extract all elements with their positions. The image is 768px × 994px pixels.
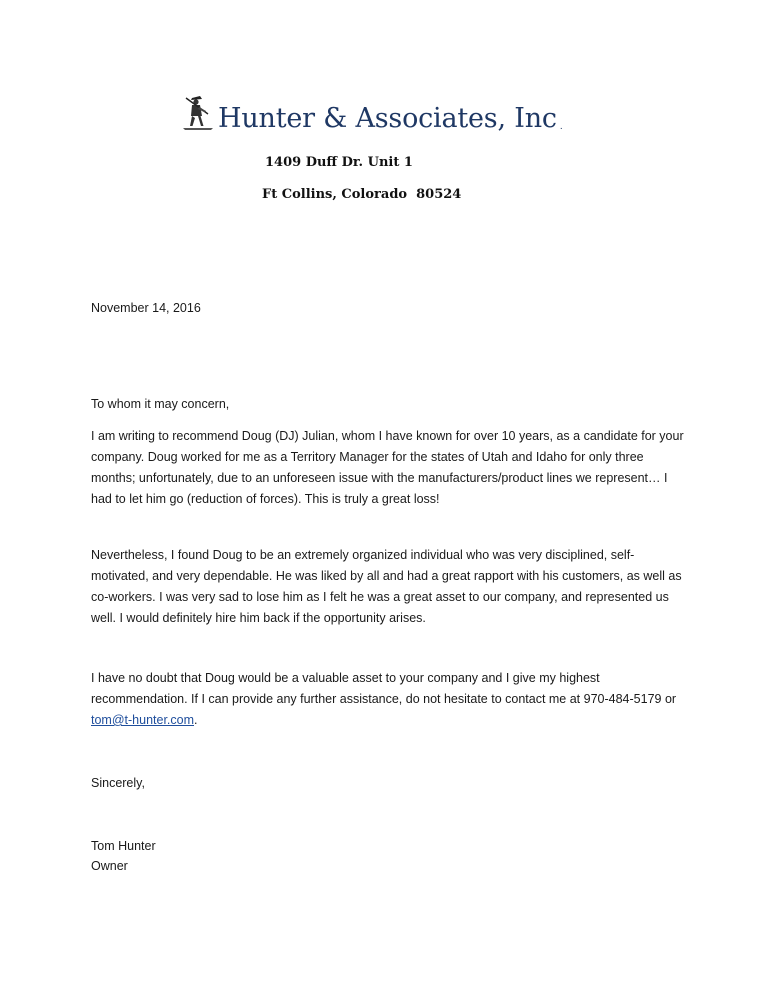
letterhead: [180, 92, 563, 132]
signer-title: Owner: [91, 859, 128, 873]
salutation: To whom it may concern,: [91, 397, 230, 411]
closing: Sincerely,: [91, 776, 145, 790]
paragraph-1: I am writing to recommend Doug (DJ) Julian, whom I have known for over 10 years, as a candidate for your company. Doug worked for me as a Territory Manager for the states of Utah and Idaho for only three months; unfortunately, due to an unforeseen issue with the manufacturers/product lines we represent… I had to let him go (reduction of forces). This is truly a great loss!: [91, 429, 684, 506]
address-line-2: Ft Collins, Colorado 80524: [262, 187, 462, 202]
paragraph-3: [91, 668, 691, 731]
company-name-suffix: .: [559, 121, 563, 132]
company-name: Hunter & Associates, Inc: [218, 103, 557, 134]
paragraph-3-end: .: [194, 713, 198, 727]
address-line-1: 1409 Duff Dr. Unit 1: [265, 155, 413, 170]
email-link[interactable]: tom@t-hunter.com: [91, 713, 195, 727]
minuteman-soldier-icon: [180, 92, 216, 132]
paragraph-3-text: I have no doubt that Doug would be a valuable asset to your company and I give my highest recommendation. If I can provide any further assistance, do not hesitate to contact me at 970-484-5179 or: [91, 671, 677, 706]
signer-name: Tom Hunter: [91, 839, 156, 853]
letter-date: November 14, 2016: [91, 301, 201, 315]
paragraph-2: Nevertheless, I found Doug to be an extremely organized individual who was very disciplined, self-motivated, and very dependable. He was liked by all and had a great rapport with his customers, as well as co-workers. I was very sad to lose him as I felt he was a great asset to our company, and represented us well. I would definitely hire him back if the opportunity arises.: [91, 548, 682, 625]
